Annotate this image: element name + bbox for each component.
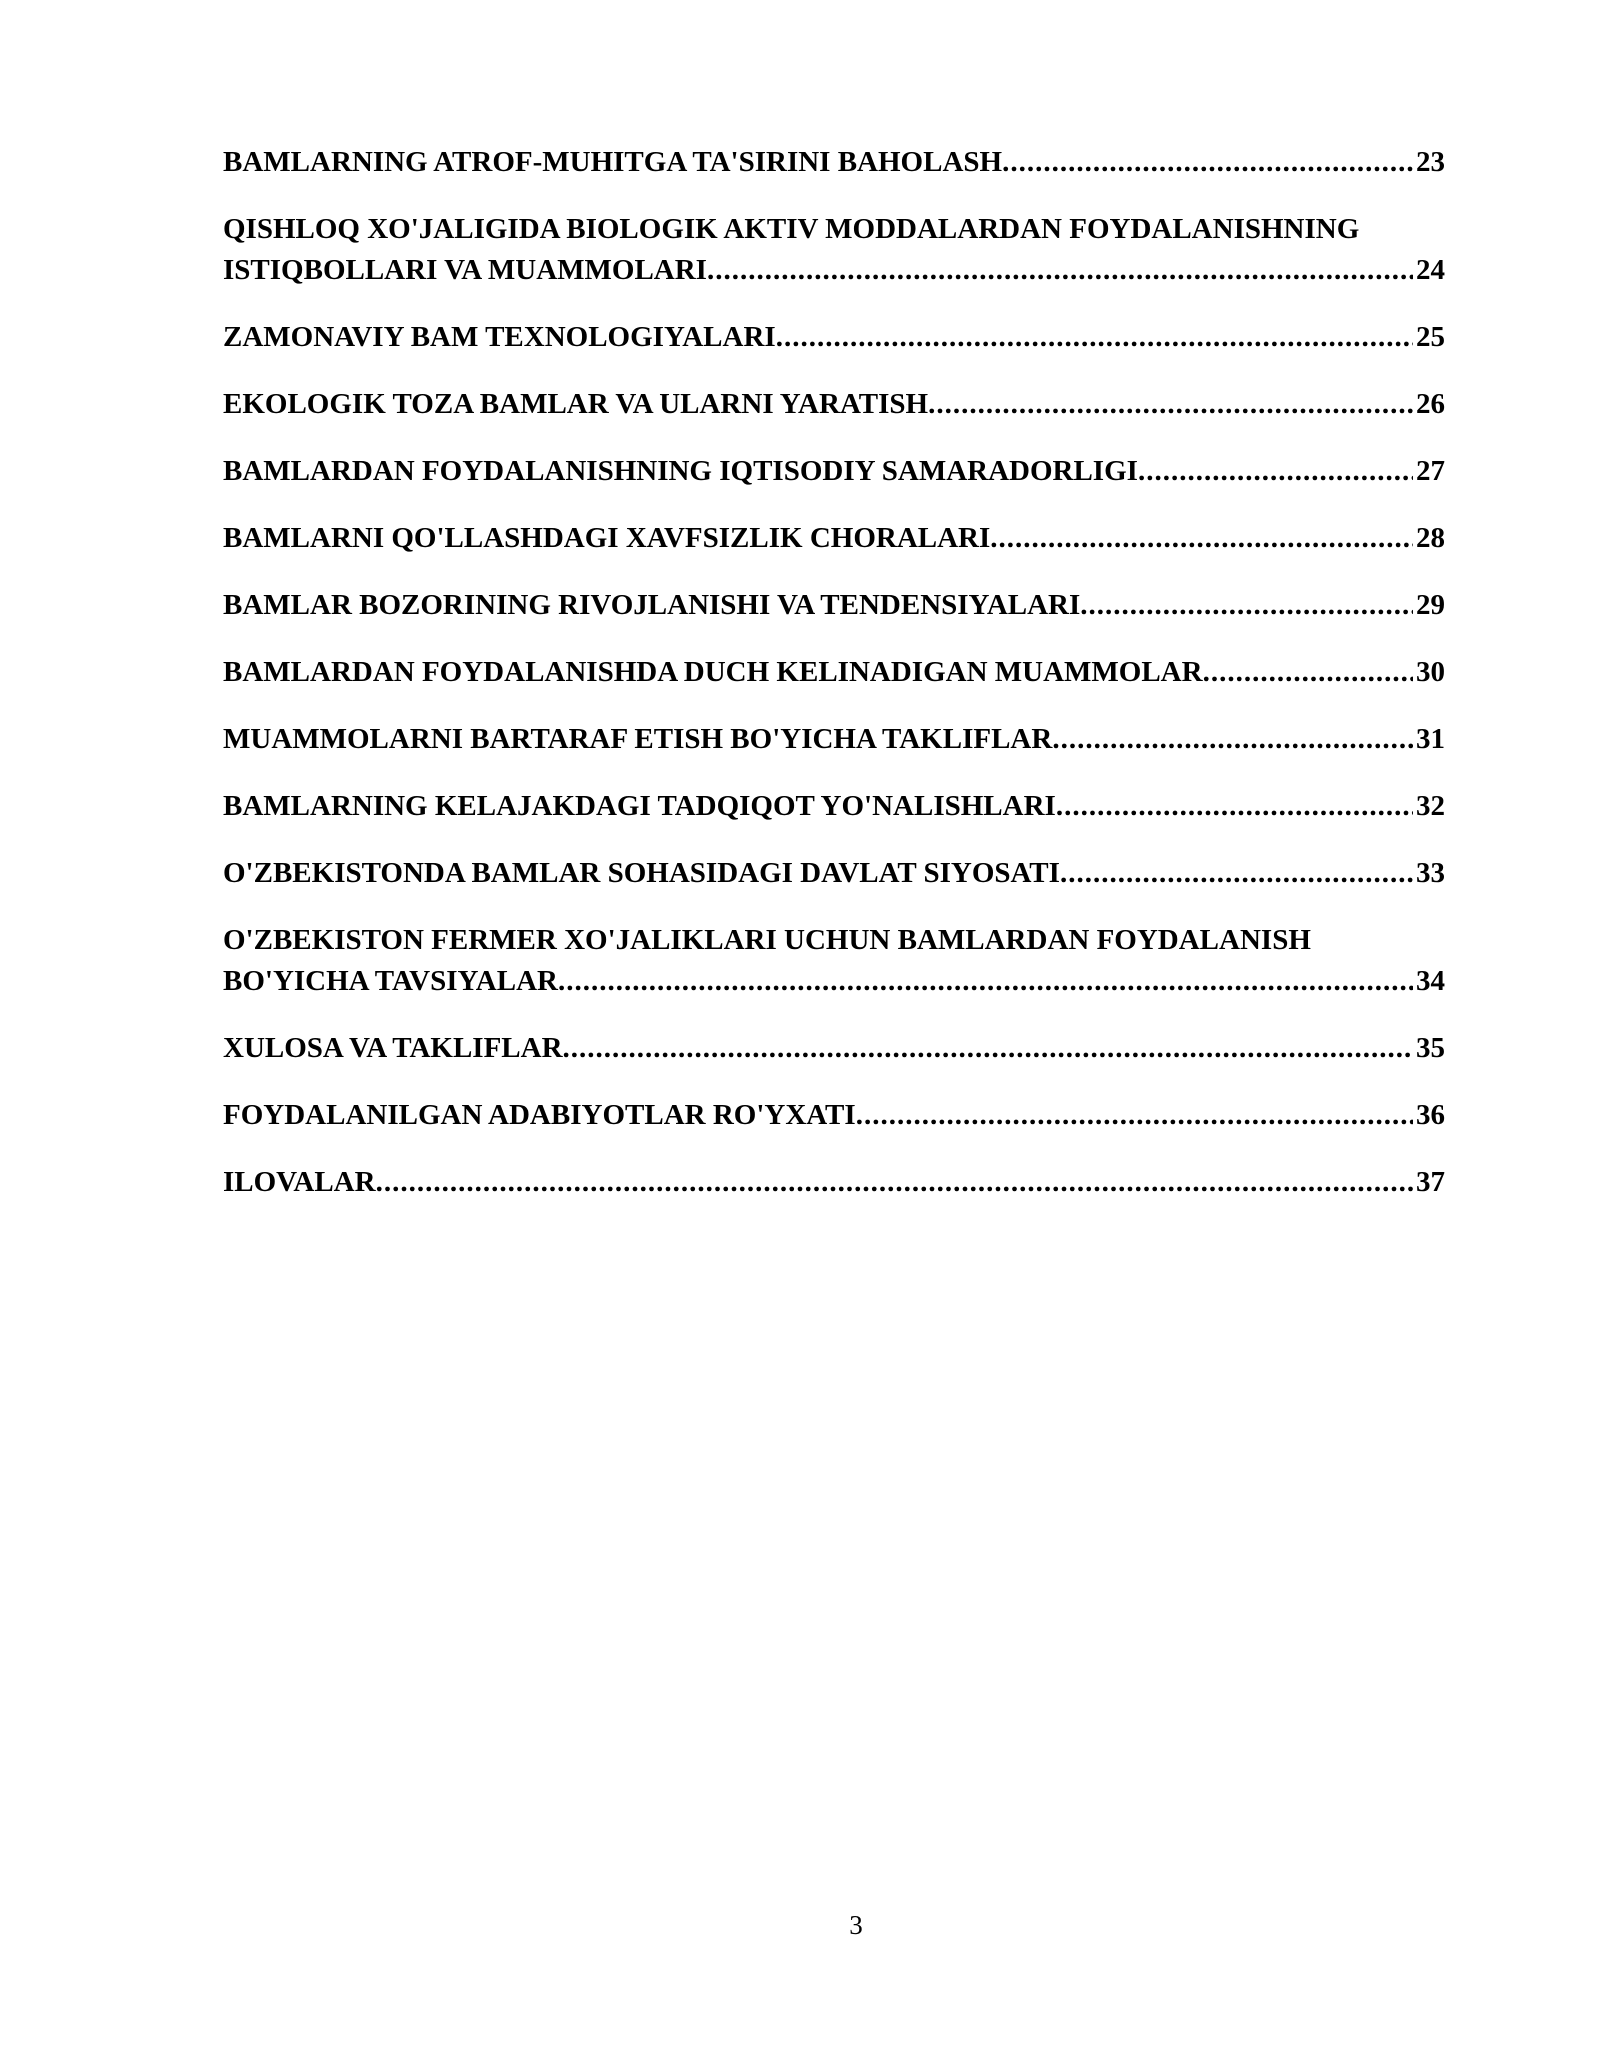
toc-line bbox=[223, 786, 1445, 827]
toc-entry[interactable] bbox=[223, 317, 1445, 358]
toc-entry[interactable] bbox=[223, 1162, 1445, 1203]
toc-entry[interactable] bbox=[223, 1028, 1445, 1069]
toc-dot-leader bbox=[856, 1095, 1413, 1136]
toc-entry-title: BAMLARDAN FOYDALANISHDA DUCH KELINADIGAN MUAMMOLAR bbox=[223, 656, 1203, 688]
toc-entry[interactable] bbox=[223, 142, 1445, 183]
toc-entry-page: 35 bbox=[1416, 1032, 1445, 1064]
toc-line bbox=[223, 1095, 1445, 1136]
toc-line bbox=[223, 518, 1445, 559]
toc-dot-leader bbox=[1052, 719, 1413, 760]
toc-dot-leader bbox=[563, 1028, 1413, 1069]
toc-line bbox=[223, 719, 1445, 760]
toc-line bbox=[223, 1162, 1445, 1203]
toc-entry-page: 30 bbox=[1416, 656, 1445, 688]
toc-line bbox=[223, 250, 1445, 291]
toc-dot-leader bbox=[990, 518, 1413, 559]
toc-entry[interactable] bbox=[223, 384, 1445, 425]
toc-entry-title: ISTIQBOLLARI VA MUAMMOLARI bbox=[223, 254, 707, 286]
toc-entry[interactable] bbox=[223, 518, 1445, 559]
toc-entry-page: 37 bbox=[1416, 1166, 1445, 1198]
toc-entry-title: EKOLOGIK TOZA BAMLAR VA ULARNI YARATISH bbox=[223, 388, 929, 420]
toc-entry[interactable] bbox=[223, 451, 1445, 492]
toc-dot-leader bbox=[376, 1162, 1413, 1203]
toc-entry-title: FOYDALANILGAN ADABIYOTLAR RO'YXATI bbox=[223, 1099, 856, 1131]
toc-entry-title-first-line: O'ZBEKISTON FERMER XO'JALIKLARI UCHUN BAMLARDAN FOYDALANISH bbox=[223, 924, 1311, 956]
toc-entry-title: XULOSA VA TAKLIFLAR bbox=[223, 1032, 563, 1064]
toc-entry-title: BAMLAR BOZORINING RIVOJLANISHI VA TENDENSIYALARI bbox=[223, 589, 1081, 621]
toc-entry-title: ILOVALAR bbox=[223, 1166, 376, 1198]
toc-entry[interactable] bbox=[223, 652, 1445, 693]
toc-entry[interactable] bbox=[223, 786, 1445, 827]
toc-entry-page: 29 bbox=[1416, 589, 1445, 621]
toc-line bbox=[223, 1028, 1445, 1069]
toc-line bbox=[223, 652, 1445, 693]
toc-entry-title: BAMLARNING KELAJAKDAGI TADQIQOT YO'NALISHLARI bbox=[223, 790, 1056, 822]
table-of-contents bbox=[223, 142, 1445, 1229]
toc-dot-leader bbox=[707, 250, 1413, 291]
toc-entry-title: BO'YICHA TAVSIYALAR bbox=[223, 965, 558, 997]
toc-entry-title-first-line: QISHLOQ XO'JALIGIDA BIOLOGIK AKTIV MODDALARDAN FOYDALANISHNING bbox=[223, 213, 1360, 245]
toc-dot-leader bbox=[1060, 853, 1413, 894]
toc-line bbox=[223, 451, 1445, 492]
toc-entry-title: ZAMONAVIY BAM TEXNOLOGIYALARI bbox=[223, 321, 776, 353]
toc-dot-leader bbox=[1203, 652, 1413, 693]
toc-entry[interactable] bbox=[223, 719, 1445, 760]
toc-dot-leader bbox=[1002, 142, 1413, 183]
toc-dot-leader bbox=[928, 384, 1413, 425]
page-number: 3 bbox=[849, 1910, 863, 1940]
toc-line bbox=[223, 317, 1445, 358]
toc-entry-page: 32 bbox=[1416, 790, 1445, 822]
toc-entry-title: BAMLARNING ATROF-MUHITGA TA'SIRINI BAHOLASH bbox=[223, 146, 1003, 178]
toc-line bbox=[223, 142, 1445, 183]
toc-entry-title: BAMLARNI QO'LLASHDAGI XAVFSIZLIK CHORALARI bbox=[223, 522, 991, 554]
toc-entry-page: 24 bbox=[1416, 254, 1445, 286]
toc-entry-page: 36 bbox=[1416, 1099, 1445, 1131]
toc-line bbox=[223, 853, 1445, 894]
toc-line bbox=[223, 585, 1445, 626]
toc-line bbox=[223, 961, 1445, 1002]
toc-entry-title: O'ZBEKISTONDA BAMLAR SOHASIDAGI DAVLAT SIYOSATI bbox=[223, 857, 1060, 889]
toc-entry-page: 25 bbox=[1416, 321, 1445, 353]
toc-entry-page: 33 bbox=[1416, 857, 1445, 889]
toc-dot-leader bbox=[1080, 585, 1413, 626]
toc-line bbox=[223, 384, 1445, 425]
toc-entry-page: 23 bbox=[1416, 146, 1445, 178]
toc-entry-page: 34 bbox=[1416, 965, 1445, 997]
toc-dot-leader bbox=[1138, 451, 1413, 492]
toc-dot-leader bbox=[776, 317, 1413, 358]
toc-entry-page: 27 bbox=[1416, 455, 1445, 487]
toc-entry[interactable] bbox=[223, 585, 1445, 626]
toc-dot-leader bbox=[558, 961, 1413, 1002]
toc-entry-page: 26 bbox=[1416, 388, 1445, 420]
toc-entry[interactable] bbox=[223, 209, 1445, 291]
toc-entry-title: MUAMMOLARNI BARTARAF ETISH BO'YICHA TAKLIFLAR bbox=[223, 723, 1053, 755]
toc-entry[interactable] bbox=[223, 920, 1445, 1002]
toc-entry-title: BAMLARDAN FOYDALANISHNING IQTISODIY SAMARADORLIGI bbox=[223, 455, 1138, 487]
toc-entry-page: 28 bbox=[1416, 522, 1445, 554]
toc-entry[interactable] bbox=[223, 1095, 1445, 1136]
toc-dot-leader bbox=[1056, 786, 1413, 827]
toc-entry-page: 31 bbox=[1416, 723, 1445, 755]
toc-entry[interactable] bbox=[223, 853, 1445, 894]
